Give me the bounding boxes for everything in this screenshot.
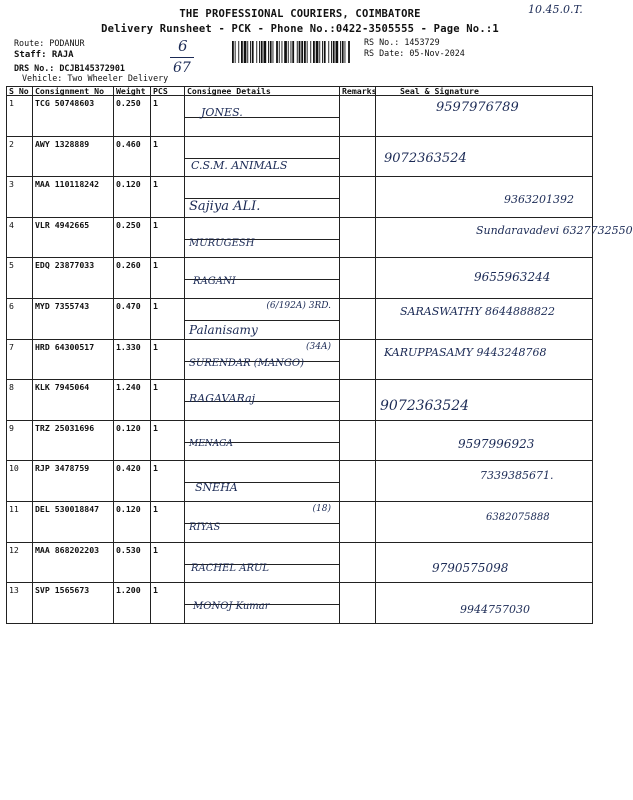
cell-pcs-text: 1	[153, 422, 158, 433]
cell-pcs-text: 1	[153, 503, 158, 514]
cell-signature	[376, 501, 593, 542]
cell-signature	[376, 258, 593, 299]
cell-consignment	[33, 380, 114, 421]
cell-pcs-text: 1	[153, 544, 158, 555]
cell-weight	[114, 420, 151, 461]
cell-pcs	[151, 298, 185, 339]
cell-sno	[7, 420, 33, 461]
cell-consignment	[33, 298, 114, 339]
cell-weight	[114, 339, 151, 380]
rs-number: RS No.: 1453729	[364, 37, 440, 47]
cell-pcs	[151, 420, 185, 461]
cell-signature	[376, 420, 593, 461]
route-field: Route: PODANUR	[14, 38, 85, 48]
col-remarks: Remarks	[340, 87, 376, 96]
cell-pcs-text: 1	[153, 179, 158, 190]
signature-note: 9072363524	[384, 150, 467, 166]
time-note: 10.45.0.T.	[528, 3, 583, 16]
signature-note: 9597996923	[458, 436, 535, 451]
cell-weight	[114, 298, 151, 339]
consignee-divider	[185, 320, 339, 321]
cell-weight-text: 0.120	[116, 503, 141, 514]
table-row	[7, 96, 593, 137]
cell-remarks	[340, 339, 376, 380]
cell-weight-text: 1.200	[116, 585, 141, 596]
cell-pcs	[151, 136, 185, 177]
consignee-name: RIYAS	[189, 521, 221, 533]
cell-remarks	[340, 96, 376, 137]
cell-consignee	[185, 136, 340, 177]
cell-weight	[114, 258, 151, 299]
signature-note: 6382075888	[486, 511, 550, 523]
consignee-name: SURENDAR (MANGO)	[189, 357, 305, 369]
cell-consignment	[33, 136, 114, 177]
signature-note: SARASWATHY 8644888822	[400, 304, 556, 318]
cell-consignee	[185, 177, 340, 218]
cell-sno	[7, 136, 33, 177]
cell-consignment-text: TCG 50748603	[35, 98, 95, 108]
col-consignee: Consignee Details	[185, 87, 340, 96]
drs-field: DRS No.: DCJB145372901	[14, 63, 125, 73]
cell-remarks	[340, 298, 376, 339]
cell-consignment-text: MAA 868202203	[35, 544, 100, 555]
table-row	[7, 501, 593, 542]
cell-weight	[114, 177, 151, 218]
cell-consignment	[33, 258, 114, 299]
cell-weight	[114, 217, 151, 258]
col-weight: Weight	[114, 87, 151, 96]
cell-sno	[7, 339, 33, 380]
cell-weight-text: 1.330	[116, 341, 141, 352]
cell-consignment-text: HRD 64300517	[35, 341, 95, 352]
signature-note: Sundaravadevi 6327732550	[476, 223, 633, 237]
cell-weight-text: 0.250	[116, 219, 141, 230]
cell-signature	[376, 461, 593, 502]
cell-weight	[114, 461, 151, 502]
consignee-name: Sajiya ALI.	[189, 199, 261, 215]
cell-consignment	[33, 177, 114, 218]
signature-note: 9597976789	[436, 100, 519, 115]
cell-consignment-text: VLR 4942665	[35, 219, 90, 230]
cell-consignee	[185, 542, 340, 583]
cell-consignee	[185, 501, 340, 542]
cell-remarks	[340, 136, 376, 177]
runsheet-subtitle: Delivery Runsheet - PCK - Phone No.:0422-3505555 - Page No.:1	[101, 23, 499, 35]
cell-pcs	[151, 380, 185, 421]
cell-sno-text: 13	[9, 585, 19, 596]
cell-consignment	[33, 96, 114, 137]
cell-consignment	[33, 339, 114, 380]
cell-sno-text: 11	[9, 503, 19, 514]
cell-remarks	[340, 177, 376, 218]
cell-pcs-text: 1	[153, 98, 158, 108]
cell-consignment	[33, 501, 114, 542]
cell-signature	[376, 217, 633, 258]
cell-sno-text: 7	[9, 341, 14, 352]
cell-sno	[7, 96, 33, 137]
cell-sno-text: 3	[9, 179, 14, 190]
cell-consignment-text: MAA 110118242	[35, 179, 100, 190]
consignee-name: Palanisamy	[189, 322, 258, 337]
cell-pcs	[151, 258, 185, 299]
cell-consignee	[185, 420, 340, 461]
table-row	[7, 258, 593, 299]
cell-weight	[114, 380, 151, 421]
cell-weight	[114, 136, 151, 177]
cell-sno	[7, 380, 33, 421]
consignee-extra: (18)	[312, 503, 331, 514]
consignee-name: MONOJ Kumar	[193, 601, 270, 613]
signature-note: 9944757030	[460, 603, 530, 617]
company-title: THE PROFESSIONAL COURIERS, COIMBATORE	[179, 8, 421, 20]
cell-pcs-text: 1	[153, 341, 158, 352]
table-row	[7, 420, 593, 461]
cell-pcs	[151, 583, 185, 624]
cell-consignee	[185, 258, 340, 299]
consignee-name: MENAGA	[189, 438, 233, 449]
cell-sno-text: 1	[9, 98, 14, 108]
consignee-name: RAGANI	[193, 276, 236, 288]
cell-weight	[114, 583, 151, 624]
cell-pcs	[151, 177, 185, 218]
cell-sno	[7, 461, 33, 502]
cell-consignee	[185, 461, 340, 502]
cell-signature	[376, 177, 593, 218]
cell-remarks	[340, 461, 376, 502]
cell-remarks	[340, 217, 376, 258]
cell-sno	[7, 583, 33, 624]
cell-weight-text: 0.250	[116, 98, 141, 108]
consignee-name: JONES.	[201, 106, 243, 119]
cell-weight	[114, 542, 151, 583]
cell-consignee	[185, 298, 340, 339]
cell-sno-text: 9	[9, 422, 14, 433]
cell-signature	[376, 298, 593, 339]
cell-weight-text: 0.420	[116, 463, 141, 474]
signature-note: 9363201392	[504, 193, 574, 207]
cell-signature	[376, 136, 593, 177]
cell-remarks	[340, 501, 376, 542]
cell-sno	[7, 217, 33, 258]
cell-consignment	[33, 542, 114, 583]
signature-note: 7339385671.	[480, 469, 554, 483]
cell-consignee	[185, 380, 340, 421]
cell-consignment-text: AWY 1328889	[35, 138, 90, 149]
signature-note: 9790575098	[432, 560, 509, 575]
cell-pcs-text: 1	[153, 138, 158, 149]
cell-weight-text: 1.240	[116, 382, 141, 393]
cell-consignment-text: TRZ 25031696	[35, 422, 95, 433]
cell-consignment-text: RJP 3478759	[35, 463, 90, 474]
table-header-row	[7, 87, 593, 96]
barcode	[232, 41, 350, 63]
cell-remarks	[340, 542, 376, 583]
consignee-name: RAGAVARaj	[189, 392, 256, 406]
cell-sno	[7, 298, 33, 339]
cell-consignment	[33, 461, 114, 502]
handwritten-count-bottom: 67	[173, 60, 191, 76]
cell-remarks	[340, 583, 376, 624]
signature-note: KARUPPASAMY 9443248768	[384, 345, 547, 359]
cell-consignee	[185, 96, 340, 137]
cell-pcs-text: 1	[153, 260, 158, 271]
table-row	[7, 339, 593, 380]
cell-sno-text: 12	[9, 544, 19, 555]
cell-consignment-text: KLK 7945064	[35, 382, 90, 393]
cell-pcs	[151, 339, 185, 380]
cell-remarks	[340, 258, 376, 299]
cell-consignment-text: DEL 530018847	[35, 503, 100, 514]
cell-consignment	[33, 583, 114, 624]
col-signature: Seal & Signature	[376, 87, 593, 96]
cell-pcs	[151, 542, 185, 583]
cell-consignee	[185, 339, 340, 380]
table-row	[7, 542, 593, 583]
cell-sno	[7, 258, 33, 299]
table-row	[7, 177, 593, 218]
cell-remarks	[340, 420, 376, 461]
vehicle-field: Vehicle: Two Wheeler Delivery	[22, 73, 169, 83]
cell-consignment-text: EDQ 23877033	[35, 260, 95, 271]
cell-sno-text: 10	[9, 463, 19, 474]
cell-weight-text: 0.120	[116, 422, 141, 433]
cell-sno-text: 2	[9, 138, 14, 149]
cell-signature	[376, 583, 593, 624]
cell-pcs	[151, 217, 185, 258]
cell-weight-text: 0.260	[116, 260, 141, 271]
runsheet-table	[6, 86, 633, 624]
cell-sno-text: 5	[9, 260, 14, 271]
cell-pcs	[151, 461, 185, 502]
col-consignment: Consignment No	[33, 87, 114, 96]
cell-sno	[7, 501, 33, 542]
cell-signature	[376, 380, 593, 421]
consignee-name: SNEHA	[195, 481, 238, 495]
count-divider	[170, 57, 194, 58]
cell-pcs	[151, 501, 185, 542]
table-row	[7, 461, 593, 502]
cell-weight	[114, 96, 151, 137]
cell-signature	[376, 542, 593, 583]
table-row	[7, 217, 593, 258]
cell-weight-text: 0.460	[116, 138, 141, 149]
signature-note: 9655963244	[474, 270, 551, 285]
cell-consignment-text: MYD 7355743	[35, 300, 90, 311]
cell-sno	[7, 177, 33, 218]
signature-note: 9072363524	[380, 398, 470, 415]
handwritten-count-top: 6	[178, 37, 188, 55]
cell-consignee	[185, 217, 340, 258]
cell-weight-text: 0.530	[116, 544, 141, 555]
cell-sno-text: 6	[9, 300, 14, 311]
rs-date: RS Date: 05-Nov-2024	[364, 48, 465, 58]
col-pcs: PCS	[151, 87, 185, 96]
cell-weight	[114, 501, 151, 542]
consignee-name: MURUGESH	[189, 237, 255, 249]
table-row	[7, 380, 593, 421]
cell-pcs-text: 1	[153, 382, 158, 393]
consignee-name: RACHEL ARUL	[191, 562, 270, 574]
cell-signature	[376, 339, 593, 380]
cell-pcs-text: 1	[153, 300, 158, 311]
table-row	[7, 583, 593, 624]
cell-pcs	[151, 96, 185, 137]
table-row	[7, 136, 593, 177]
cell-sno-text: 4	[9, 219, 14, 230]
cell-consignee	[185, 583, 340, 624]
consignee-extra: (6/192A) 3RD.	[266, 300, 331, 311]
cell-consignment	[33, 420, 114, 461]
cell-signature	[376, 96, 593, 137]
table-row	[7, 298, 593, 339]
cell-remarks	[340, 380, 376, 421]
cell-consignment-text: SVP 1565673	[35, 585, 90, 596]
cell-pcs-text: 1	[153, 585, 158, 596]
cell-pcs-text: 1	[153, 463, 158, 474]
cell-pcs-text: 1	[153, 219, 158, 230]
cell-sno	[7, 542, 33, 583]
staff-field: Staff: RAJA	[14, 50, 74, 60]
cell-weight-text: 0.470	[116, 300, 141, 311]
cell-weight-text: 0.120	[116, 179, 141, 190]
cell-consignment	[33, 217, 114, 258]
consignee-extra: (34A)	[306, 341, 331, 352]
cell-sno-text: 8	[9, 382, 14, 393]
col-sno: S No	[7, 87, 33, 96]
consignee-name: C.S.M. ANIMALS	[191, 158, 288, 172]
